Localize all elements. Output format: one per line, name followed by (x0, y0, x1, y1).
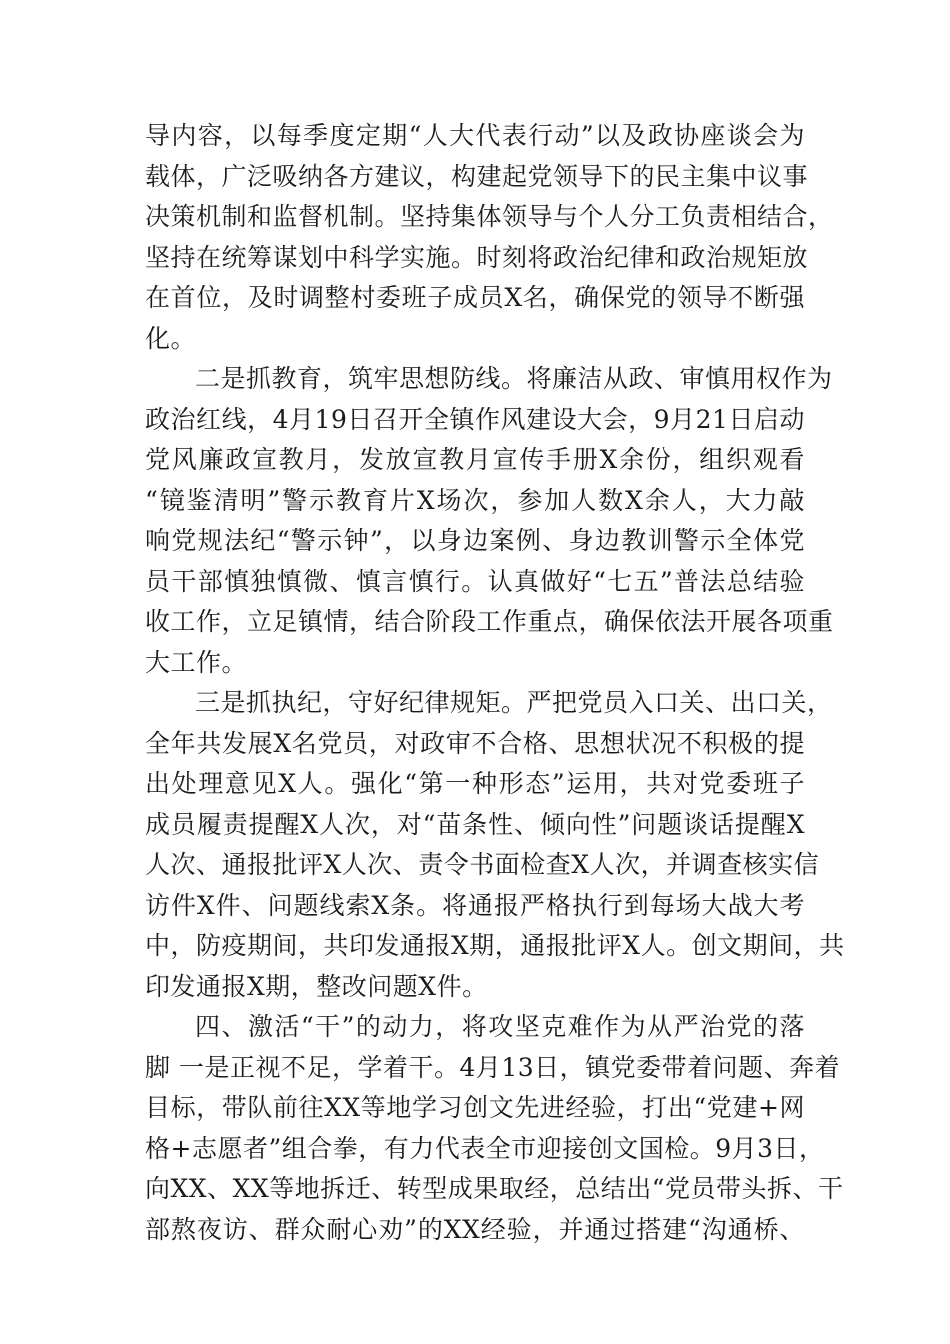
text-line: 格+志愿者”组合拳，有力代表全市迎接创文国检。9月3日， (145, 1133, 825, 1163)
text-line: 决策机制和监督机制。坚持集体领导与个人分工负责相结合， (145, 202, 834, 231)
text-line: 收工作，立足镇情，结合阶段工作重点，确保依法开展各项重 (145, 607, 834, 636)
text-line: 目标，带队前往XX等地学习创文先进经验，打出“党建+网 (145, 1093, 805, 1122)
text-line: 成员履责提醒Ⅹ人次，对“苗条性、倾向性”问题谈话提醒Ⅹ (145, 809, 805, 839)
text-line: 在首位，及时调整村委班子成员Ⅹ名，确保党的领导不断强 (145, 283, 805, 312)
text-line: 二是抓教育，筑牢思想防线。将廉洁从政、审慎用权作为 (195, 364, 833, 393)
text-line: 员干部慎独慎微、慎言慎行。认真做好“七五”普法总结验 (145, 566, 805, 596)
text-line: 大工作。 (145, 647, 248, 677)
text-line: 载体，广泛吸纳各方建议，构建起党领导下的民主集中议事 (145, 161, 809, 191)
text-line: 出处理意见Ⅹ人。强化“第一种形态”运用，共对党委班子 (145, 769, 805, 798)
text-line: 党风廉政宣教月，发放宣教月宣传手册Ⅹ余份，组织观看 (145, 445, 805, 474)
document-body-text (145, 116, 845, 1250)
text-line: 人次、通报批评Ⅹ人次、责令书面检查Ⅹ人次，并调查核实信 (145, 850, 820, 879)
text-line: 坚持在统筹谋划中科学实施。时刻将政治纪律和政治规矩放 (145, 242, 809, 272)
text-line: 访件Ⅹ件、问题线索Ⅹ条。将通报严格执行到每场大战大考 (145, 890, 805, 920)
text-line: 政治红线，4月19日召开全镇作风建设大会，9月21日启动 (145, 404, 805, 434)
text-line: 化。 (145, 323, 197, 353)
text-line: 四、激活“干”的动力，将攻坚克难作为从严治党的落 (195, 1012, 805, 1041)
text-line: 全年共发展Ⅹ名党员，对政审不合格、思想状况不积极的提 (145, 728, 805, 758)
text-line: 向XX、XX等地拆迁、转型成果取经，总结出“党员带头拆、干 (145, 1174, 844, 1203)
text-line: 三是抓执纪，守好纪律规矩。严把党员入口关、出口关， (195, 688, 833, 717)
text-line: 脚 一是正视不足，学着干。4月13日，镇党委带着问题、奔着 (145, 1052, 841, 1082)
text-line: 印发通报Ⅹ期，整改问题Ⅹ件。 (145, 971, 488, 1001)
text-line: 响党规法纪“警示钟”，以身边案例、身边教训警示全体党 (145, 526, 805, 555)
text-line: 导内容，以每季度定期“人大代表行动”以及政协座谈会为 (145, 121, 805, 150)
text-line: 部熬夜访、群众耐心劝”的XX经验，并通过搭建“沟通桥、 (145, 1214, 805, 1244)
text-line: 中，防疫期间，共印发通报Ⅹ期，通报批评Ⅹ人。创文期间，共 (145, 931, 845, 960)
text-line: “镜鉴清明”警示教育片Ⅹ场次，参加人数Ⅹ余人，大力敲 (145, 485, 805, 515)
